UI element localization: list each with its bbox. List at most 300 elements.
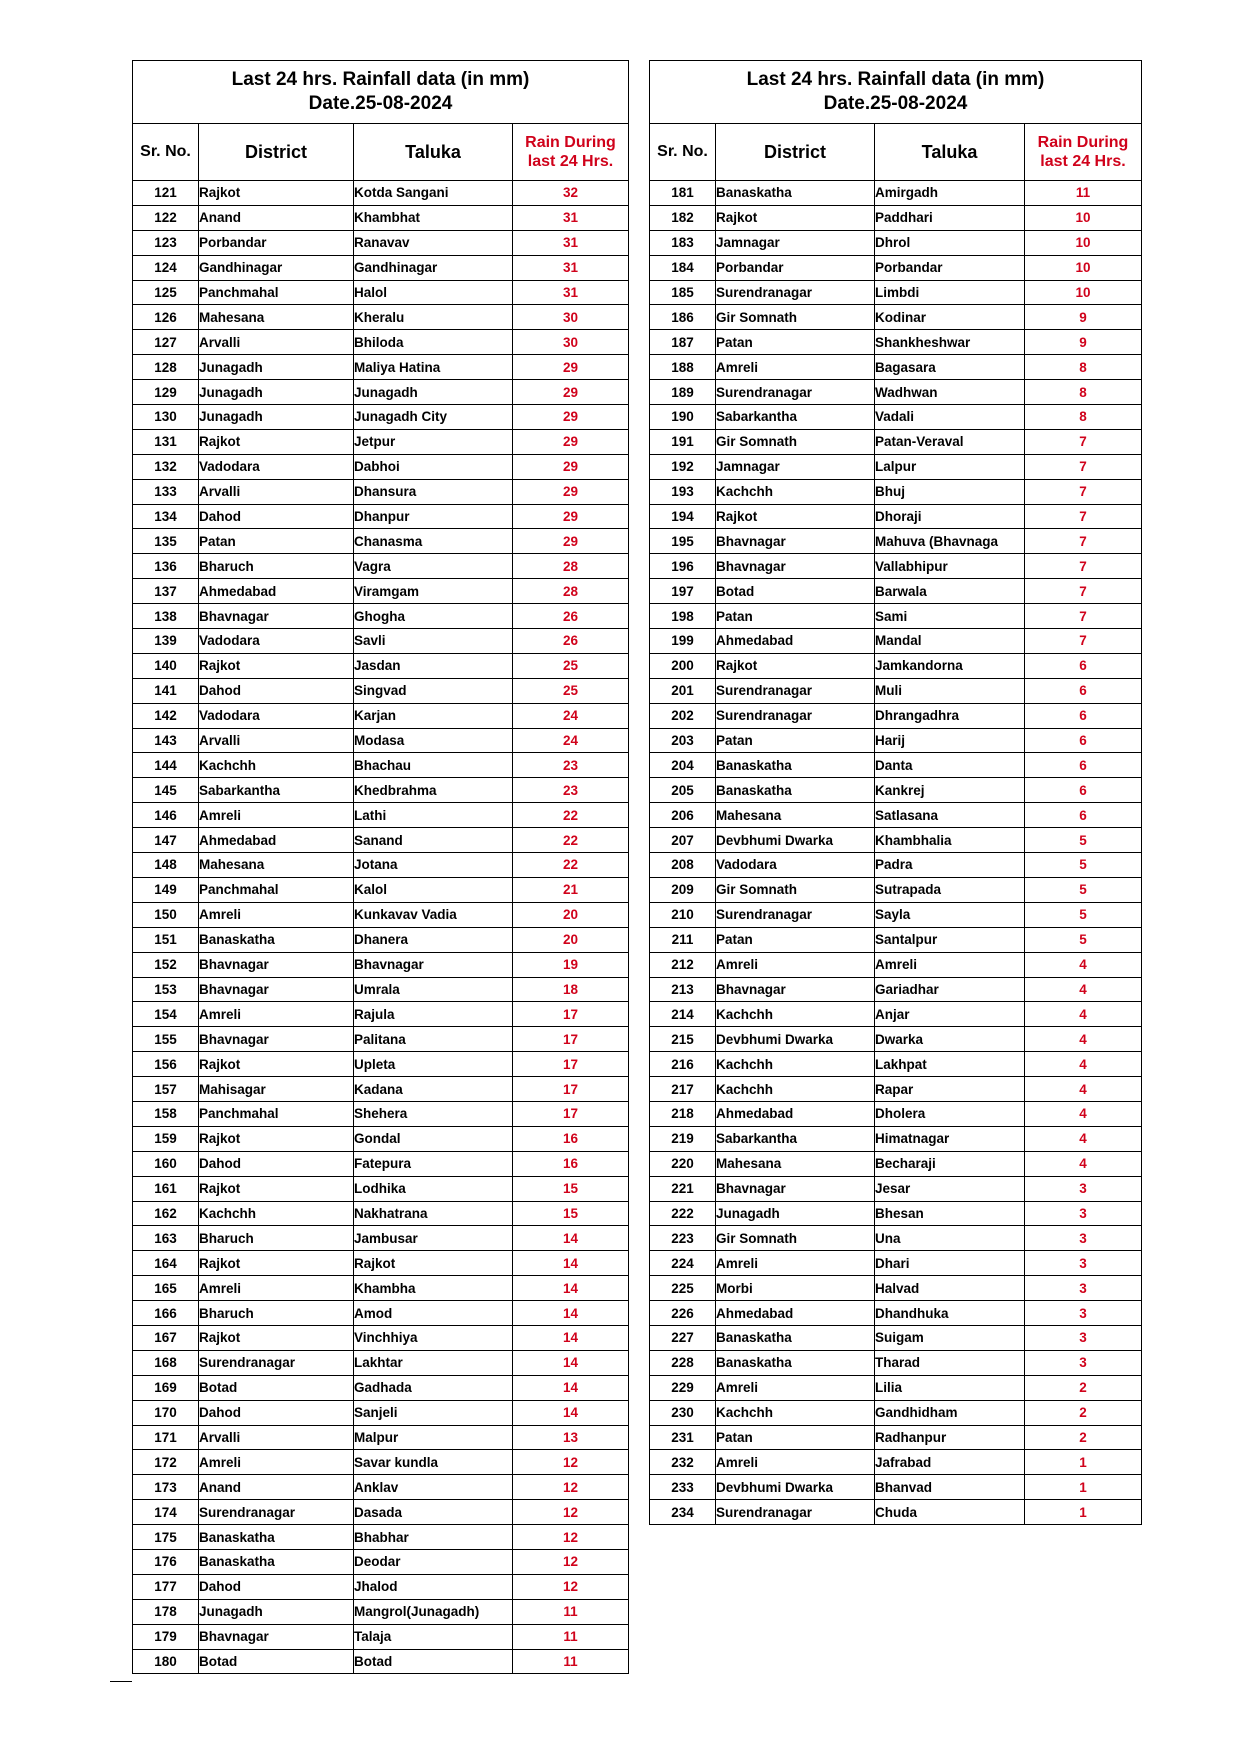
table-row bbox=[133, 902, 629, 927]
cell-taluka: Dholera bbox=[875, 1101, 1025, 1126]
cell-taluka: Anjar bbox=[875, 1002, 1025, 1027]
cell-sr-no: 221 bbox=[650, 1176, 716, 1201]
cell-sr-no: 215 bbox=[650, 1027, 716, 1052]
table-row bbox=[133, 1027, 629, 1052]
cell-taluka: Bhachau bbox=[354, 753, 513, 778]
table-row bbox=[133, 205, 629, 230]
cell-taluka: Amod bbox=[354, 1301, 513, 1326]
table-row bbox=[133, 853, 629, 878]
table-row bbox=[650, 230, 1142, 255]
cell-sr-no: 233 bbox=[650, 1475, 716, 1500]
cell-taluka: Lilia bbox=[875, 1375, 1025, 1400]
table-row bbox=[650, 529, 1142, 554]
cell-taluka: Bhavnagar bbox=[354, 952, 513, 977]
cell-district: Patan bbox=[716, 728, 875, 753]
cell-taluka: Shehera bbox=[354, 1101, 513, 1126]
cell-taluka: Dhrangadhra bbox=[875, 703, 1025, 728]
title-line-1: Last 24 hrs. Rainfall data (in mm) bbox=[746, 69, 1045, 90]
cell-district: Surendranagar bbox=[716, 380, 875, 405]
cell-taluka: Lathi bbox=[354, 803, 513, 828]
cell-taluka: Lodhika bbox=[354, 1176, 513, 1201]
cell-rainfall: 4 bbox=[1025, 952, 1142, 977]
table-row bbox=[133, 1649, 629, 1674]
cell-district: Porbandar bbox=[199, 230, 354, 255]
title-line-1: Last 24 hrs. Rainfall data (in mm) bbox=[231, 69, 530, 90]
cell-district: Panchmahal bbox=[199, 1101, 354, 1126]
table-row bbox=[133, 1375, 629, 1400]
table-row bbox=[650, 1176, 1142, 1201]
cell-sr-no: 198 bbox=[650, 604, 716, 629]
cell-taluka: Amreli bbox=[875, 952, 1025, 977]
cell-sr-no: 213 bbox=[650, 977, 716, 1002]
cell-rainfall: 22 bbox=[513, 828, 629, 853]
cell-rainfall: 6 bbox=[1025, 803, 1142, 828]
cell-rainfall: 12 bbox=[513, 1450, 629, 1475]
cell-sr-no: 217 bbox=[650, 1077, 716, 1102]
table-row bbox=[650, 454, 1142, 479]
cell-taluka: Gondal bbox=[354, 1126, 513, 1151]
cell-taluka: Ranavav bbox=[354, 230, 513, 255]
table-row bbox=[133, 653, 629, 678]
cell-sr-no: 185 bbox=[650, 280, 716, 305]
rainfall-table-right bbox=[649, 60, 1142, 1525]
table-row bbox=[133, 181, 629, 206]
cell-rainfall: 16 bbox=[513, 1151, 629, 1176]
table-row bbox=[650, 181, 1142, 206]
cell-rainfall: 5 bbox=[1025, 828, 1142, 853]
cell-rainfall: 3 bbox=[1025, 1251, 1142, 1276]
cell-rainfall: 4 bbox=[1025, 977, 1142, 1002]
rainfall-table-left bbox=[132, 60, 629, 1674]
table-row bbox=[133, 1052, 629, 1077]
cell-taluka: Becharaji bbox=[875, 1151, 1025, 1176]
cell-sr-no: 206 bbox=[650, 803, 716, 828]
table-row bbox=[133, 1176, 629, 1201]
cell-rainfall: 1 bbox=[1025, 1500, 1142, 1525]
cell-district: Kachchh bbox=[716, 1077, 875, 1102]
table-row bbox=[650, 902, 1142, 927]
table-row bbox=[650, 305, 1142, 330]
cell-taluka: Kankrej bbox=[875, 778, 1025, 803]
cell-taluka: Gandhinagar bbox=[354, 255, 513, 280]
table-row bbox=[133, 1500, 629, 1525]
cell-taluka: Jhalod bbox=[354, 1574, 513, 1599]
cell-sr-no: 193 bbox=[650, 479, 716, 504]
cell-sr-no: 210 bbox=[650, 902, 716, 927]
cell-sr-no: 195 bbox=[650, 529, 716, 554]
cell-rainfall: 3 bbox=[1025, 1350, 1142, 1375]
cell-taluka: Danta bbox=[875, 753, 1025, 778]
cell-rainfall: 10 bbox=[1025, 255, 1142, 280]
cell-taluka: Khedbrahma bbox=[354, 778, 513, 803]
cell-district: Arvalli bbox=[199, 479, 354, 504]
cell-rainfall: 28 bbox=[513, 579, 629, 604]
cell-district: Rajkot bbox=[199, 1251, 354, 1276]
cell-taluka: Bhanvad bbox=[875, 1475, 1025, 1500]
table-row bbox=[133, 1475, 629, 1500]
cell-district: Mahesana bbox=[716, 1151, 875, 1176]
table-row bbox=[133, 1151, 629, 1176]
cell-rainfall: 7 bbox=[1025, 554, 1142, 579]
cell-district: Kachchh bbox=[199, 753, 354, 778]
title-date: Date.25-08-2024 bbox=[308, 93, 453, 114]
cell-sr-no: 186 bbox=[650, 305, 716, 330]
cell-rainfall: 9 bbox=[1025, 330, 1142, 355]
cell-rainfall: 29 bbox=[513, 405, 629, 430]
cell-taluka: Rajula bbox=[354, 1002, 513, 1027]
cell-district: Bhavnagar bbox=[199, 952, 354, 977]
cell-taluka: Khambhat bbox=[354, 205, 513, 230]
cell-district: Sabarkantha bbox=[716, 405, 875, 430]
cell-taluka: Dhansura bbox=[354, 479, 513, 504]
cell-district: Banaskatha bbox=[199, 1525, 354, 1550]
cell-sr-no: 123 bbox=[133, 230, 199, 255]
cell-taluka: Porbandar bbox=[875, 255, 1025, 280]
table-row bbox=[133, 977, 629, 1002]
table-title bbox=[650, 61, 1142, 124]
header-rain bbox=[1025, 124, 1142, 181]
cell-taluka: Himatnagar bbox=[875, 1126, 1025, 1151]
cell-rainfall: 9 bbox=[1025, 305, 1142, 330]
cell-district: Surendranagar bbox=[199, 1500, 354, 1525]
cell-district: Vadodara bbox=[199, 629, 354, 654]
cell-district: Bhavnagar bbox=[716, 977, 875, 1002]
cell-sr-no: 135 bbox=[133, 529, 199, 554]
cell-sr-no: 156 bbox=[133, 1052, 199, 1077]
cell-district: Gandhinagar bbox=[199, 255, 354, 280]
table-row bbox=[133, 1325, 629, 1350]
cell-rainfall: 25 bbox=[513, 678, 629, 703]
cell-taluka: Suigam bbox=[875, 1325, 1025, 1350]
cell-taluka: Chanasma bbox=[354, 529, 513, 554]
cell-district: Botad bbox=[199, 1649, 354, 1674]
cell-taluka: Nakhatrana bbox=[354, 1201, 513, 1226]
cell-rainfall: 29 bbox=[513, 479, 629, 504]
cell-sr-no: 146 bbox=[133, 803, 199, 828]
cell-sr-no: 153 bbox=[133, 977, 199, 1002]
cell-taluka: Savar kundla bbox=[354, 1450, 513, 1475]
cell-taluka: Dhanpur bbox=[354, 504, 513, 529]
table-row bbox=[133, 454, 629, 479]
header-taluka: Taluka bbox=[875, 124, 1025, 181]
cell-sr-no: 232 bbox=[650, 1450, 716, 1475]
cell-taluka: Jafrabad bbox=[875, 1450, 1025, 1475]
cell-sr-no: 131 bbox=[133, 429, 199, 454]
cell-district: Banaskatha bbox=[716, 181, 875, 206]
cell-sr-no: 130 bbox=[133, 405, 199, 430]
cell-sr-no: 125 bbox=[133, 280, 199, 305]
table-row bbox=[133, 1276, 629, 1301]
cell-district: Ahmedabad bbox=[716, 629, 875, 654]
cell-taluka: Kotda Sangani bbox=[354, 181, 513, 206]
cell-sr-no: 199 bbox=[650, 629, 716, 654]
cell-taluka: Modasa bbox=[354, 728, 513, 753]
cell-district: Junagadh bbox=[199, 1599, 354, 1624]
cell-rainfall: 8 bbox=[1025, 405, 1142, 430]
table-row bbox=[133, 1450, 629, 1475]
cell-district: Dahod bbox=[199, 678, 354, 703]
table-row bbox=[133, 927, 629, 952]
cell-district: Gir Somnath bbox=[716, 305, 875, 330]
cell-taluka: Anklav bbox=[354, 1475, 513, 1500]
cell-sr-no: 201 bbox=[650, 678, 716, 703]
cell-taluka: Una bbox=[875, 1226, 1025, 1251]
table-row bbox=[650, 1500, 1142, 1525]
table-row bbox=[650, 1425, 1142, 1450]
cell-rainfall: 2 bbox=[1025, 1425, 1142, 1450]
cell-taluka: Barwala bbox=[875, 579, 1025, 604]
cell-rainfall: 17 bbox=[513, 1052, 629, 1077]
cell-rainfall: 6 bbox=[1025, 678, 1142, 703]
cell-sr-no: 177 bbox=[133, 1574, 199, 1599]
cell-taluka: Dasada bbox=[354, 1500, 513, 1525]
cell-rainfall: 20 bbox=[513, 902, 629, 927]
table-row bbox=[133, 1425, 629, 1450]
table-row bbox=[133, 1002, 629, 1027]
cell-district: Mahesana bbox=[199, 305, 354, 330]
cell-rainfall: 26 bbox=[513, 604, 629, 629]
cell-rainfall: 4 bbox=[1025, 1151, 1142, 1176]
cell-taluka: Kheralu bbox=[354, 305, 513, 330]
cell-sr-no: 180 bbox=[133, 1649, 199, 1674]
cell-taluka: Jambusar bbox=[354, 1226, 513, 1251]
cell-district: Rajkot bbox=[716, 205, 875, 230]
cell-district: Rajkot bbox=[199, 653, 354, 678]
cell-sr-no: 162 bbox=[133, 1201, 199, 1226]
header-district: District bbox=[716, 124, 875, 181]
cell-district: Dahod bbox=[199, 1151, 354, 1176]
cell-sr-no: 214 bbox=[650, 1002, 716, 1027]
cell-sr-no: 170 bbox=[133, 1400, 199, 1425]
cell-sr-no: 132 bbox=[133, 454, 199, 479]
table-row bbox=[650, 629, 1142, 654]
cell-rainfall: 20 bbox=[513, 927, 629, 952]
cell-sr-no: 197 bbox=[650, 579, 716, 604]
table-row bbox=[650, 504, 1142, 529]
cell-district: Amreli bbox=[716, 355, 875, 380]
cell-rainfall: 14 bbox=[513, 1325, 629, 1350]
cell-sr-no: 216 bbox=[650, 1052, 716, 1077]
cell-sr-no: 157 bbox=[133, 1077, 199, 1102]
cell-rainfall: 2 bbox=[1025, 1400, 1142, 1425]
cell-taluka: Shankheshwar bbox=[875, 330, 1025, 355]
cell-district: Panchmahal bbox=[199, 877, 354, 902]
cell-district: Kachchh bbox=[716, 1002, 875, 1027]
cell-sr-no: 152 bbox=[133, 952, 199, 977]
cell-district: Botad bbox=[716, 579, 875, 604]
table-row bbox=[133, 1599, 629, 1624]
table-row bbox=[650, 330, 1142, 355]
cell-taluka: Bhabhar bbox=[354, 1525, 513, 1550]
cell-district: Gir Somnath bbox=[716, 877, 875, 902]
cell-district: Vadodara bbox=[199, 454, 354, 479]
table-row bbox=[133, 1226, 629, 1251]
cell-sr-no: 192 bbox=[650, 454, 716, 479]
table-row bbox=[650, 678, 1142, 703]
cell-district: Rajkot bbox=[199, 1176, 354, 1201]
cell-rainfall: 14 bbox=[513, 1375, 629, 1400]
cell-sr-no: 174 bbox=[133, 1500, 199, 1525]
cell-taluka: Kunkavav Vadia bbox=[354, 902, 513, 927]
cell-sr-no: 126 bbox=[133, 305, 199, 330]
cell-taluka: Mandal bbox=[875, 629, 1025, 654]
cell-district: Jamnagar bbox=[716, 454, 875, 479]
table-row bbox=[133, 778, 629, 803]
cell-sr-no: 155 bbox=[133, 1027, 199, 1052]
cell-taluka: Rajkot bbox=[354, 1251, 513, 1276]
cell-sr-no: 159 bbox=[133, 1126, 199, 1151]
cell-rainfall: 22 bbox=[513, 803, 629, 828]
cell-rainfall: 4 bbox=[1025, 1126, 1142, 1151]
cell-taluka: Sami bbox=[875, 604, 1025, 629]
cell-sr-no: 208 bbox=[650, 853, 716, 878]
cell-sr-no: 209 bbox=[650, 877, 716, 902]
cell-taluka: Vallabhipur bbox=[875, 554, 1025, 579]
cell-sr-no: 228 bbox=[650, 1350, 716, 1375]
table-row bbox=[133, 554, 629, 579]
cell-sr-no: 226 bbox=[650, 1301, 716, 1326]
cell-rainfall: 11 bbox=[513, 1599, 629, 1624]
cell-taluka: Limbdi bbox=[875, 280, 1025, 305]
cell-taluka: Deodar bbox=[354, 1549, 513, 1574]
cell-sr-no: 141 bbox=[133, 678, 199, 703]
cell-taluka: Harij bbox=[875, 728, 1025, 753]
header-sr-no: Sr. No. bbox=[133, 124, 199, 181]
cell-sr-no: 128 bbox=[133, 355, 199, 380]
table-row bbox=[650, 1002, 1142, 1027]
cell-district: Sabarkantha bbox=[199, 778, 354, 803]
table-row bbox=[650, 1126, 1142, 1151]
cell-district: Junagadh bbox=[199, 380, 354, 405]
table-row bbox=[650, 803, 1142, 828]
cell-taluka: Maliya Hatina bbox=[354, 355, 513, 380]
cell-taluka: Dhandhuka bbox=[875, 1301, 1025, 1326]
cell-rainfall: 29 bbox=[513, 355, 629, 380]
cell-sr-no: 124 bbox=[133, 255, 199, 280]
cell-rainfall: 19 bbox=[513, 952, 629, 977]
cell-rainfall: 11 bbox=[513, 1624, 629, 1649]
cell-rainfall: 30 bbox=[513, 305, 629, 330]
cell-district: Dahod bbox=[199, 1574, 354, 1599]
cell-sr-no: 158 bbox=[133, 1101, 199, 1126]
cell-sr-no: 178 bbox=[133, 1599, 199, 1624]
table-row bbox=[650, 429, 1142, 454]
table-row bbox=[133, 255, 629, 280]
cell-sr-no: 173 bbox=[133, 1475, 199, 1500]
cell-district: Banaskatha bbox=[716, 1350, 875, 1375]
table-row bbox=[650, 1400, 1142, 1425]
table-row bbox=[133, 405, 629, 430]
cell-rainfall: 12 bbox=[513, 1574, 629, 1599]
cell-district: Surendranagar bbox=[199, 1350, 354, 1375]
cell-sr-no: 224 bbox=[650, 1251, 716, 1276]
cell-rainfall: 4 bbox=[1025, 1077, 1142, 1102]
table-row bbox=[650, 1325, 1142, 1350]
cell-district: Amreli bbox=[199, 803, 354, 828]
cell-rainfall: 31 bbox=[513, 280, 629, 305]
cell-sr-no: 121 bbox=[133, 181, 199, 206]
cell-rainfall: 17 bbox=[513, 1101, 629, 1126]
cell-rainfall: 31 bbox=[513, 230, 629, 255]
cell-rainfall: 15 bbox=[513, 1201, 629, 1226]
cell-district: Amreli bbox=[716, 1450, 875, 1475]
cell-district: Amreli bbox=[199, 1276, 354, 1301]
table-row bbox=[650, 653, 1142, 678]
cell-district: Banaskatha bbox=[716, 1325, 875, 1350]
cell-rainfall: 10 bbox=[1025, 280, 1142, 305]
table-row bbox=[133, 828, 629, 853]
cell-district: Mahesana bbox=[199, 853, 354, 878]
table-row bbox=[650, 728, 1142, 753]
cell-sr-no: 138 bbox=[133, 604, 199, 629]
cell-sr-no: 160 bbox=[133, 1151, 199, 1176]
cell-rainfall: 29 bbox=[513, 454, 629, 479]
cell-district: Kachchh bbox=[716, 1400, 875, 1425]
cell-sr-no: 182 bbox=[650, 205, 716, 230]
cell-sr-no: 140 bbox=[133, 653, 199, 678]
cell-district: Patan bbox=[716, 330, 875, 355]
cell-district: Surendranagar bbox=[716, 280, 875, 305]
cell-sr-no: 200 bbox=[650, 653, 716, 678]
cell-rainfall: 7 bbox=[1025, 529, 1142, 554]
cell-taluka: Radhanpur bbox=[875, 1425, 1025, 1450]
cell-sr-no: 219 bbox=[650, 1126, 716, 1151]
header-taluka: Taluka bbox=[354, 124, 513, 181]
cell-taluka: Mangrol(Junagadh) bbox=[354, 1599, 513, 1624]
cell-sr-no: 151 bbox=[133, 927, 199, 952]
underline-stub bbox=[110, 1681, 132, 1682]
cell-taluka: Ghogha bbox=[354, 604, 513, 629]
header-rain-line-1: Rain During bbox=[1037, 134, 1129, 151]
table-row bbox=[650, 927, 1142, 952]
cell-taluka: Lakhtar bbox=[354, 1350, 513, 1375]
cell-sr-no: 154 bbox=[133, 1002, 199, 1027]
table-row bbox=[133, 230, 629, 255]
cell-rainfall: 24 bbox=[513, 728, 629, 753]
cell-district: Rajkot bbox=[199, 181, 354, 206]
cell-taluka: Jasdan bbox=[354, 653, 513, 678]
cell-taluka: Sutrapada bbox=[875, 877, 1025, 902]
cell-rainfall: 14 bbox=[513, 1400, 629, 1425]
cell-taluka: Sanjeli bbox=[354, 1400, 513, 1425]
cell-rainfall: 4 bbox=[1025, 1052, 1142, 1077]
cell-sr-no: 122 bbox=[133, 205, 199, 230]
table-row bbox=[650, 1475, 1142, 1500]
cell-sr-no: 165 bbox=[133, 1276, 199, 1301]
cell-rainfall: 11 bbox=[513, 1649, 629, 1674]
cell-district: Surendranagar bbox=[716, 703, 875, 728]
cell-taluka: Wadhwan bbox=[875, 380, 1025, 405]
cell-taluka: Vinchhiya bbox=[354, 1325, 513, 1350]
cell-taluka: Halol bbox=[354, 280, 513, 305]
table-row bbox=[650, 877, 1142, 902]
cell-rainfall: 5 bbox=[1025, 877, 1142, 902]
cell-taluka: Gandhidham bbox=[875, 1400, 1025, 1425]
cell-sr-no: 139 bbox=[133, 629, 199, 654]
cell-sr-no: 169 bbox=[133, 1375, 199, 1400]
cell-taluka: Khambha bbox=[354, 1276, 513, 1301]
cell-taluka: Viramgam bbox=[354, 579, 513, 604]
cell-sr-no: 222 bbox=[650, 1201, 716, 1226]
cell-sr-no: 127 bbox=[133, 330, 199, 355]
cell-taluka: Gadhada bbox=[354, 1375, 513, 1400]
cell-sr-no: 144 bbox=[133, 753, 199, 778]
cell-taluka: Patan-Veraval bbox=[875, 429, 1025, 454]
table-row bbox=[133, 479, 629, 504]
cell-rainfall: 4 bbox=[1025, 1027, 1142, 1052]
table-row bbox=[650, 1151, 1142, 1176]
cell-district: Panchmahal bbox=[199, 280, 354, 305]
